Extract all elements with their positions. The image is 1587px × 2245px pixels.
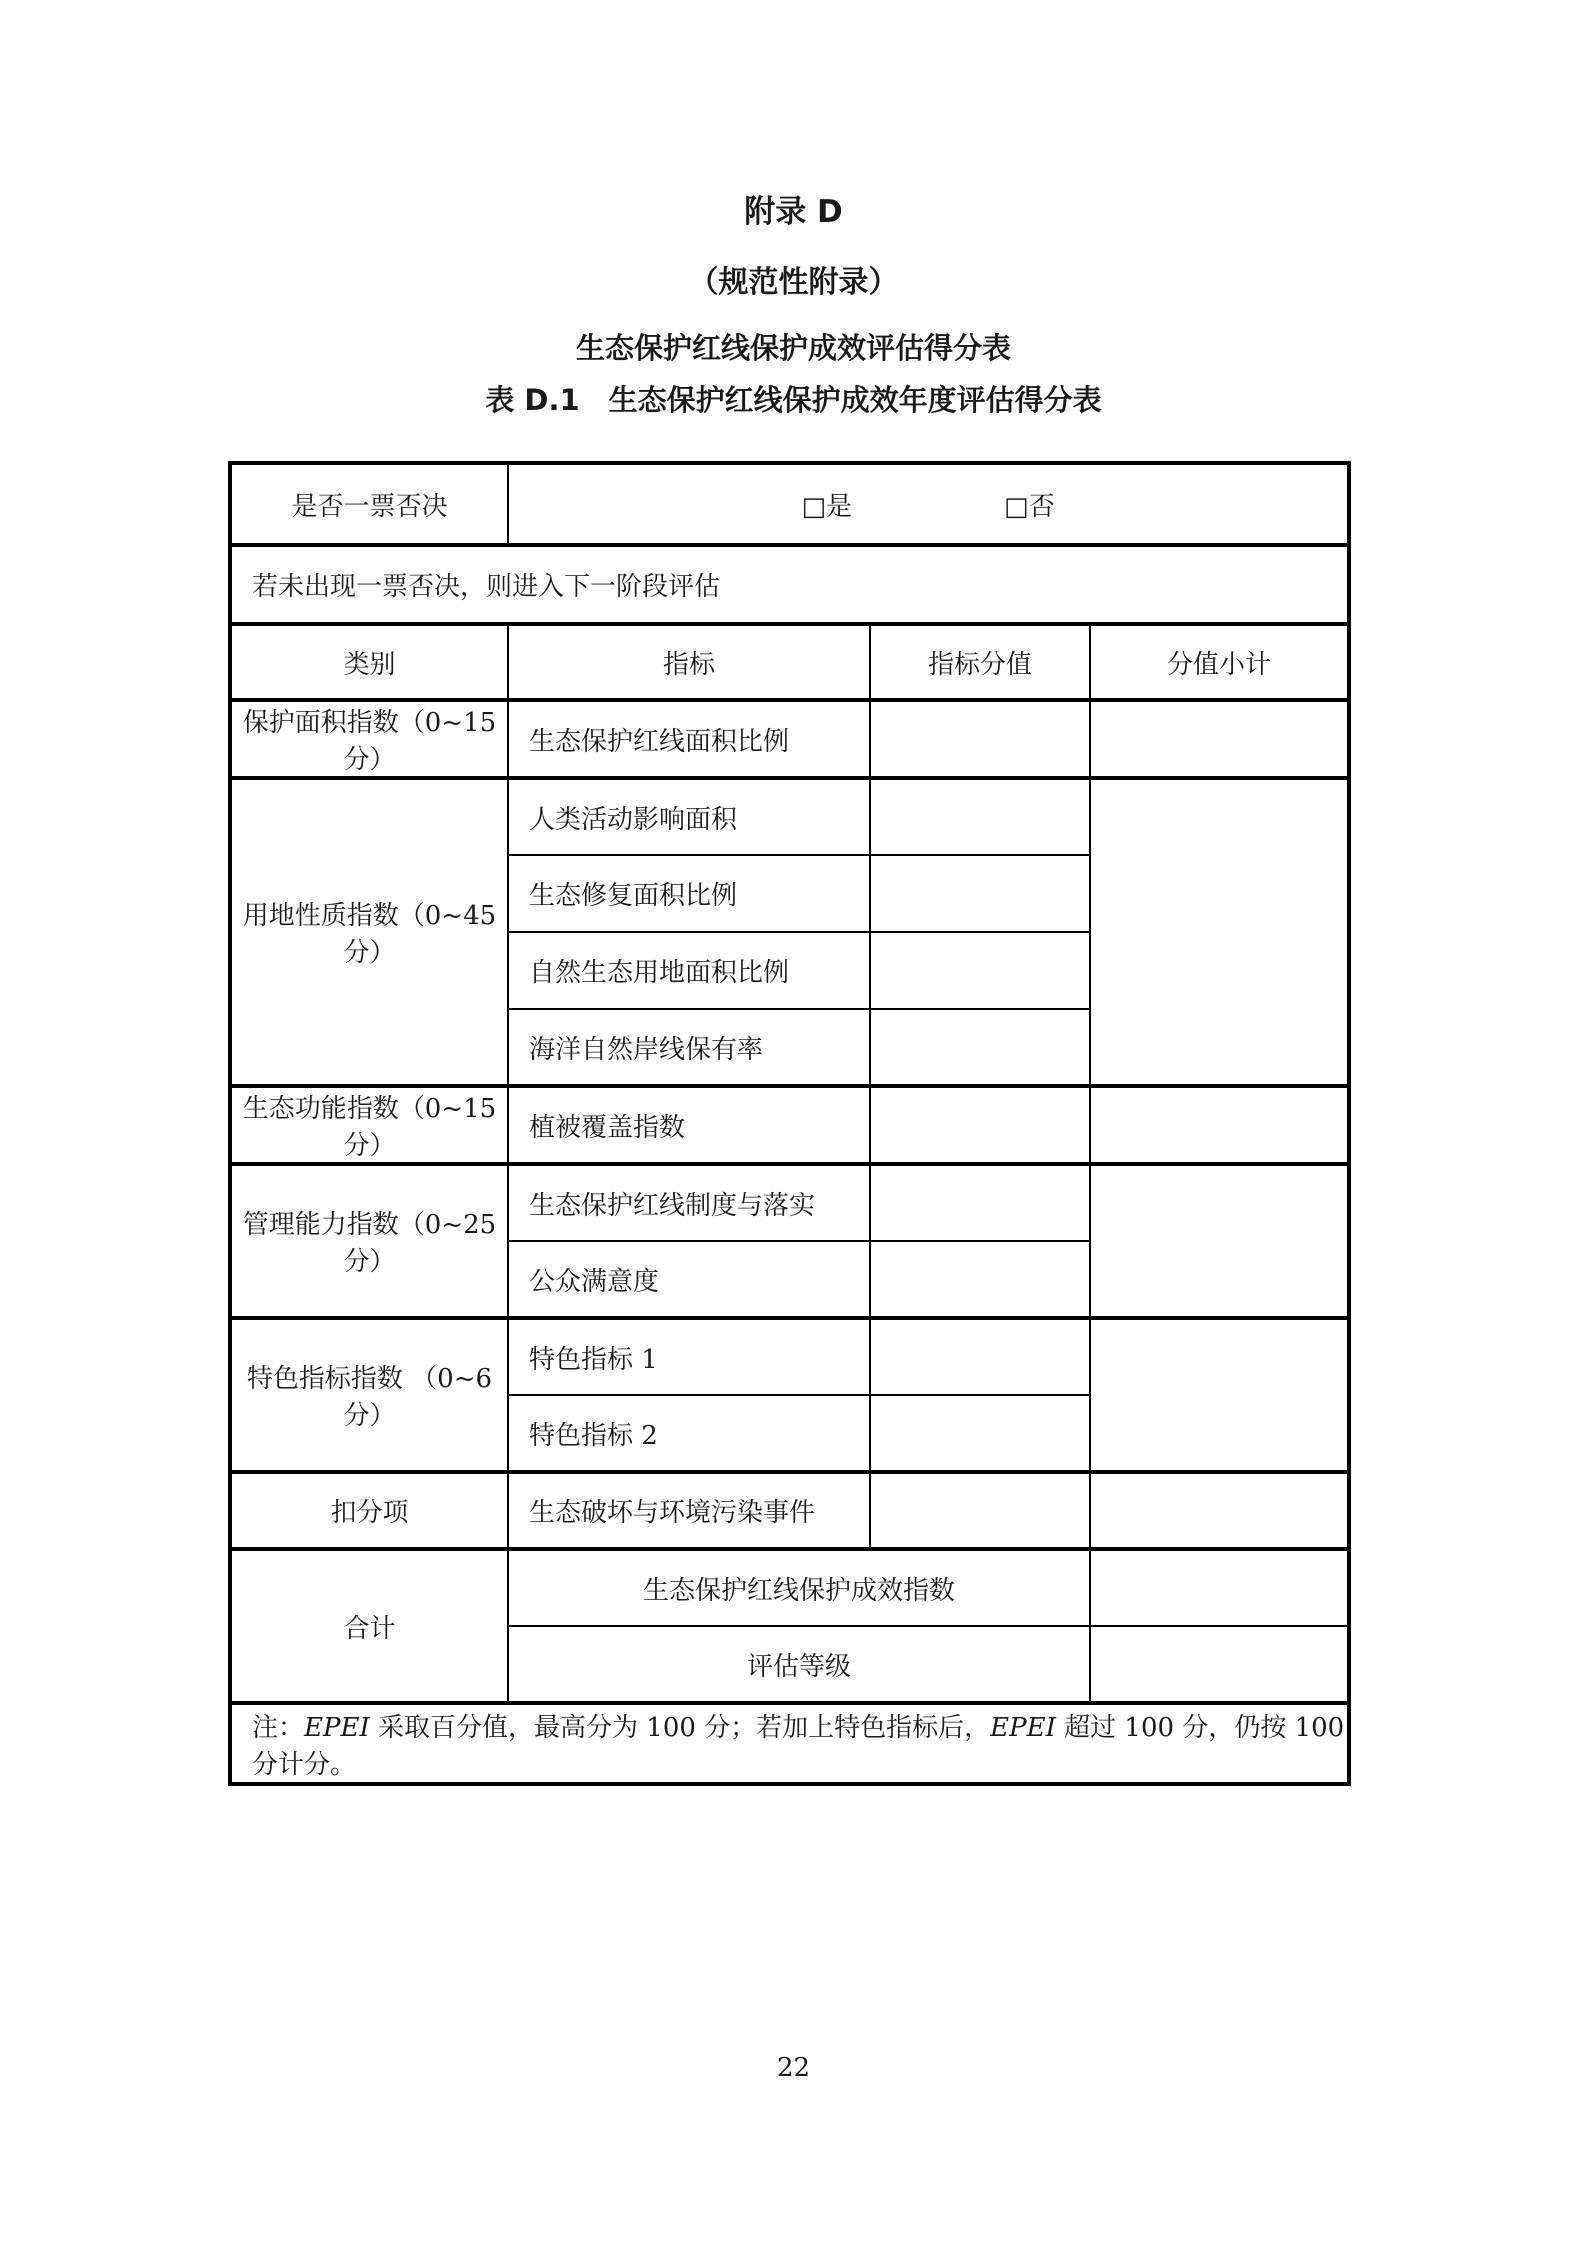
indicator-cell: 生态保护红线面积比例 <box>508 700 870 778</box>
subtotal-cell <box>1090 1164 1349 1318</box>
score-table <box>228 461 1351 1786</box>
veto-label-cell: 是否一票否决 <box>230 463 508 545</box>
table-row <box>230 778 1349 855</box>
indicator-cell: 生态保护红线制度与落实 <box>508 1164 870 1241</box>
footnote-text: 注： <box>252 1712 305 1743</box>
veto-options-cell <box>508 463 1349 545</box>
appendix-subtitle: （规范性附录） <box>688 265 899 300</box>
subtotal-cell <box>1090 1472 1349 1549</box>
total-indicator-cell: 生态保护红线保护成效指数 <box>508 1549 1090 1626</box>
indicator-cell: 生态破坏与环境污染事件 <box>508 1472 870 1549</box>
footnote-row <box>230 1703 1349 1784</box>
category-cell: 扣分项 <box>230 1472 508 1549</box>
footnote-text: 超过 100 分，仍按 100 分计分。 <box>252 1712 1345 1780</box>
table-footnote <box>230 1703 1349 1784</box>
score-cell <box>870 1472 1090 1549</box>
category-cell: 保护面积指数（0~15 分） <box>230 700 508 778</box>
indicator-cell: 生态修复面积比例 <box>508 855 870 932</box>
category-cell: 特色指标指数 （0~6 分） <box>230 1318 508 1472</box>
table-caption: 表 D.1 生态保护红线保护成效年度评估得分表 <box>485 383 1102 417</box>
category-cell: 管理能力指数（0~25 分） <box>230 1164 508 1318</box>
veto-row <box>230 463 1349 545</box>
indicator-cell: 公众满意度 <box>508 1241 870 1318</box>
appendix-title: 附录 D <box>744 194 843 230</box>
header-row <box>230 624 1349 700</box>
table-row <box>230 1472 1349 1549</box>
score-cell <box>870 700 1090 778</box>
total-value-cell <box>1090 1549 1349 1626</box>
score-cell <box>870 1009 1090 1086</box>
score-cell <box>870 778 1090 855</box>
table-row <box>230 1164 1349 1241</box>
score-cell <box>870 1318 1090 1395</box>
subtotal-cell <box>1090 1086 1349 1164</box>
subtotal-cell <box>1090 1318 1349 1472</box>
table-row <box>230 1549 1349 1626</box>
score-cell <box>870 1164 1090 1241</box>
checkbox-yes: □是 <box>801 491 853 522</box>
table-row <box>230 700 1349 778</box>
score-cell <box>870 855 1090 932</box>
indicator-cell: 自然生态用地面积比例 <box>508 932 870 1009</box>
veto-options <box>509 486 1347 523</box>
total-label-cell: 合计 <box>230 1549 508 1703</box>
total-value-cell <box>1090 1626 1349 1703</box>
category-cell: 用地性质指数（0~45 分） <box>230 778 508 1086</box>
footnote-epei: EPEI <box>990 1712 1056 1743</box>
footnote-text: 采取百分值，最高分为 100 分；若加上特色指标后， <box>369 1712 991 1743</box>
category-cell: 生态功能指数（0~15 分） <box>230 1086 508 1164</box>
table-row <box>230 1086 1349 1164</box>
subtotal-cell <box>1090 700 1349 778</box>
indicator-cell: 特色指标 1 <box>508 1318 870 1395</box>
total-indicator-cell: 评估等级 <box>508 1626 1090 1703</box>
stage-note-row <box>230 545 1349 624</box>
score-cell <box>870 1086 1090 1164</box>
indicator-cell: 植被覆盖指数 <box>508 1086 870 1164</box>
indicator-cell: 特色指标 2 <box>508 1395 870 1472</box>
indicator-cell: 人类活动影响面积 <box>508 778 870 855</box>
score-cell <box>870 1241 1090 1318</box>
header-subtotal: 分值小计 <box>1090 624 1349 700</box>
footnote-epei: EPEI <box>304 1712 370 1743</box>
header-indicator: 指标 <box>508 624 870 700</box>
stage-note-cell: 若未出现一票否决，则进入下一阶段评估 <box>230 545 1349 624</box>
subtotal-cell <box>1090 778 1349 1086</box>
indicator-cell: 海洋自然岸线保有率 <box>508 1009 870 1086</box>
page-number: 22 <box>776 2053 811 2083</box>
score-cell <box>870 932 1090 1009</box>
header-category: 类别 <box>230 624 508 700</box>
header-indicator-score: 指标分值 <box>870 624 1090 700</box>
table-row <box>230 1318 1349 1395</box>
doc-title: 生态保护红线保护成效评估得分表 <box>575 331 1011 365</box>
checkbox-no: □否 <box>1004 491 1055 522</box>
score-cell <box>870 1395 1090 1472</box>
